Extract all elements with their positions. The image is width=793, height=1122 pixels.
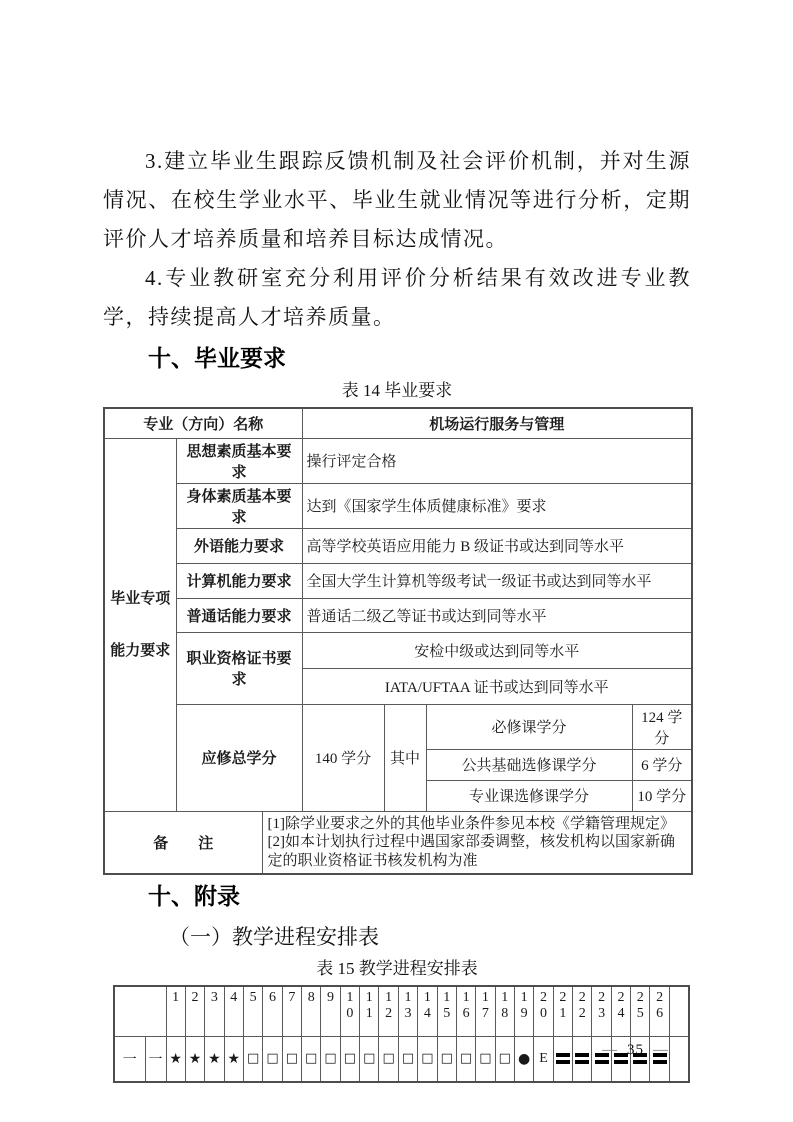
week-number-cell: 24 [611, 986, 630, 1037]
symbol-cell [476, 1037, 495, 1083]
week-number-cell: 11 [360, 986, 379, 1037]
page-number-dash: — [653, 1042, 669, 1058]
certificate-value-cell: IATA/UFTAA 证书或达到同等水平 [302, 668, 692, 704]
week-number-cell: 8 [302, 986, 321, 1037]
requirement-label-cell: 计算机能力要求 [176, 563, 302, 598]
week-number-cell: 18 [495, 986, 514, 1037]
group-label-line: 能力要求 [110, 642, 171, 659]
teaching-schedule-table [113, 985, 690, 1083]
week-number-cell: 5 [243, 986, 262, 1037]
corner-cell [114, 986, 166, 1037]
symbol-cell [205, 1037, 224, 1083]
requirement-label-cell: 普通话能力要求 [176, 598, 302, 632]
table-row [104, 598, 692, 632]
week-number-cell: 6 [263, 986, 282, 1037]
square-icon: □ [440, 1051, 453, 1066]
credit-item-name-cell: 专业课选修课学分 [426, 780, 632, 811]
page-number [593, 1042, 678, 1059]
table-row [104, 811, 692, 874]
week-number-cell: 10 [340, 986, 359, 1037]
remark-line: [1]除学业要求之外的其他毕业条件参见本校《学籍管理规定》 [267, 815, 675, 832]
circle-icon: ● [518, 1050, 531, 1067]
table-row [104, 408, 692, 438]
square-icon: □ [305, 1051, 318, 1066]
symbol-cell [185, 1037, 204, 1083]
major-name-value-cell: 机场运行服务与管理 [302, 408, 692, 438]
page-number-dash: — [602, 1042, 618, 1058]
total-credits-value-cell: 140 学分 [302, 704, 384, 811]
remark-notes-cell [262, 811, 692, 874]
symbol-cell [263, 1037, 282, 1083]
symbol-cell [379, 1037, 398, 1083]
square-icon: □ [266, 1051, 279, 1066]
symbol-cell [418, 1037, 437, 1083]
appendix-subheading: （一）教学进程安排表 [169, 925, 379, 949]
among-which-cell: 其中 [384, 704, 426, 811]
row-label-cell: 一 [145, 1037, 166, 1083]
square-icon: □ [363, 1051, 376, 1066]
table-row [104, 438, 692, 483]
credit-item-value-cell: 10 学分 [632, 780, 692, 811]
week-number-cell: 20 [534, 986, 553, 1037]
star-icon: ★ [188, 1050, 202, 1067]
square-icon: □ [401, 1051, 415, 1066]
double-bar-icon [556, 1053, 570, 1064]
star-icon: ★ [208, 1050, 221, 1067]
symbol-cell [456, 1037, 475, 1083]
table-row [104, 704, 692, 749]
table15-caption: 表 15 教学进程安排表 [316, 959, 478, 978]
certificate-value-cell: 安检中级或达到同等水平 [302, 632, 692, 668]
credit-item-value-cell: 6 学分 [632, 749, 692, 780]
week-number-cell: 15 [437, 986, 456, 1037]
week-number-cell: 17 [476, 986, 495, 1037]
symbol-cell [302, 1037, 321, 1083]
square-icon: □ [421, 1051, 434, 1066]
week-number-cell: 26 [650, 986, 669, 1037]
week-number-cell: 9 [321, 986, 340, 1037]
week-number-header-row [114, 986, 689, 1037]
double-bar-icon [575, 1053, 589, 1064]
week-number-cell: 25 [631, 986, 650, 1037]
week-number-cell: 13 [398, 986, 417, 1037]
credit-item-name-cell: 必修课学分 [426, 704, 632, 749]
symbol-cell [321, 1037, 340, 1083]
week-number-cell: 7 [282, 986, 301, 1037]
remark-label-cell: 备 注 [104, 811, 262, 874]
week-number-cell: 22 [573, 986, 592, 1037]
symbol-cell [573, 1037, 592, 1083]
requirement-label-cell: 思想素质基本要求 [176, 438, 302, 483]
table-row [104, 483, 692, 528]
square-icon: □ [285, 1051, 298, 1066]
paragraph-4: 4.专业教研室充分利用评价分析结果有效改进专业教学，持续提高人才培养质量。 [103, 266, 691, 329]
row-label-cell: 一 [114, 1037, 145, 1083]
total-credits-label-cell: 应修总学分 [176, 704, 302, 811]
credit-item-value-cell: 124 学分 [632, 704, 692, 749]
major-name-header-cell: 专业（方向）名称 [104, 408, 302, 438]
table14-caption: 表 14 毕业要求 [341, 381, 453, 400]
symbol-cell [534, 1037, 553, 1083]
group-label-line: 毕业专项 [110, 590, 171, 607]
graduation-requirements-table [103, 407, 693, 875]
week-number-cell: 21 [553, 986, 572, 1037]
requirement-label-cell: 身体素质基本要求 [176, 483, 302, 528]
remark-line: [2]如本计划执行过程中遇国家部委调整，核发机构以国家新确定的职业资格证书核发机构为准 [267, 834, 675, 869]
credit-item-name-cell: 公共基础选修课学分 [426, 749, 632, 780]
section-heading-appendix: 十、附录 [148, 883, 240, 909]
requirement-value-cell: 操行评定合格 [302, 438, 692, 483]
square-icon: □ [459, 1051, 473, 1066]
requirement-value-cell: 全国大学生计算机等级考试一级证书或达到同等水平 [302, 563, 692, 598]
week-number-cell: 12 [379, 986, 398, 1037]
certificate-requirement-label-cell: 职业资格证书要求 [176, 632, 302, 704]
letter-e-mark: E [539, 1051, 548, 1066]
week-number-cell: 23 [592, 986, 611, 1037]
square-icon: □ [324, 1051, 337, 1066]
table-row [104, 632, 692, 668]
table-row [104, 528, 692, 563]
symbol-cell [243, 1037, 262, 1083]
square-icon: □ [343, 1051, 357, 1066]
week-number-cell: 1 [166, 986, 185, 1037]
week-number-cell: 16 [456, 986, 475, 1037]
star-icon: ★ [227, 1050, 241, 1067]
square-icon: □ [382, 1051, 395, 1066]
symbol-cell [495, 1037, 514, 1083]
page-number-value: 35 [627, 1042, 644, 1058]
empty-header-cell [669, 986, 688, 1037]
symbol-cell [437, 1037, 456, 1083]
symbol-cell [224, 1037, 243, 1083]
week-number-cell: 2 [185, 986, 204, 1037]
square-icon: □ [479, 1051, 492, 1066]
symbol-cell [360, 1037, 379, 1083]
square-icon: □ [498, 1051, 511, 1066]
requirement-label-cell: 外语能力要求 [176, 528, 302, 563]
requirement-value-cell: 普通话二级乙等证书或达到同等水平 [302, 598, 692, 632]
paragraph-3: 3.建立毕业生跟踪反馈机制及社会评价机制，并对生源情况、在校生学业水平、毕业生就业情况等进行分析，定期评价人才培养质量和培养目标达成情况。 [103, 149, 691, 251]
symbol-cell [553, 1037, 572, 1083]
square-icon: □ [246, 1051, 260, 1066]
week-number-cell: 14 [418, 986, 437, 1037]
symbol-cell [166, 1037, 185, 1083]
symbol-cell [398, 1037, 417, 1083]
requirement-value-cell: 达到《国家学生体质健康标准》要求 [302, 483, 692, 528]
symbol-cell [340, 1037, 359, 1083]
week-number-cell: 19 [514, 986, 533, 1037]
graduation-ability-group-cell [104, 438, 176, 811]
section-heading-graduation-requirements: 十、毕业要求 [148, 345, 286, 371]
week-number-cell: 3 [205, 986, 224, 1037]
table-row [104, 563, 692, 598]
requirement-value-cell: 高等学校英语应用能力 B 级证书或达到同等水平 [302, 528, 692, 563]
symbol-cell [514, 1037, 533, 1083]
week-number-cell: 4 [224, 986, 243, 1037]
star-icon: ★ [169, 1050, 182, 1067]
symbol-cell [282, 1037, 301, 1083]
